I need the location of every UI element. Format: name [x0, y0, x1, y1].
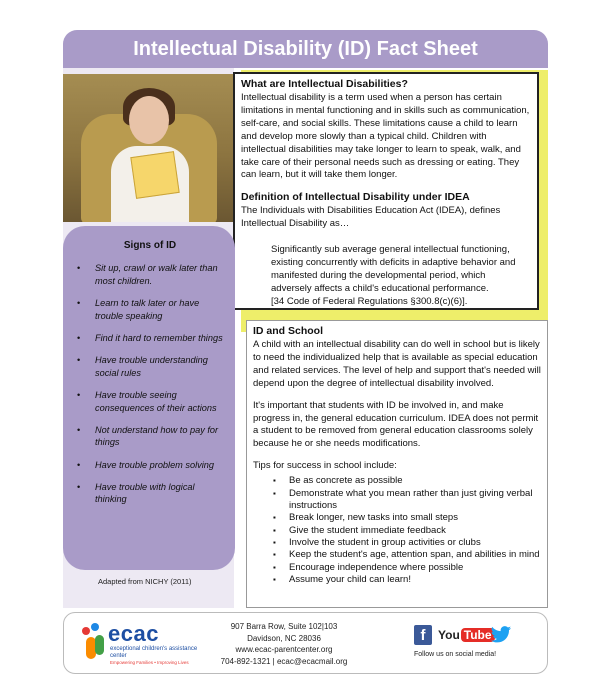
definition-heading: Definition of Intellectual Disability under IDEA	[241, 191, 470, 204]
definition-body: The Individuals with Disabilities Education Act (IDEA), defines Intellectual Disability as…	[241, 205, 501, 230]
logo-tagline: Empowering Families • Improving Lives	[110, 660, 189, 665]
list-item: ▪ Break longer, new tasks into small steps	[271, 512, 541, 524]
logo-figure-red	[82, 627, 90, 635]
footer	[63, 612, 548, 674]
list-item: ▪ Encourage independence where possible	[271, 562, 541, 574]
page-title: Intellectual Disability (ID) Fact Sheet	[133, 38, 478, 60]
youtube-icon[interactable]	[438, 626, 495, 644]
list-item: • Have trouble problem solving	[75, 459, 225, 472]
list-item: • Sit up, crawl or walk later than most children.	[75, 262, 225, 287]
what-body: Intellectual disability is a term used when a person has certain limitations in mental functioning and in skills such as communication, self-care, and social skills. These limitations cause a child to learn and develop more slowly than a typical child. Children with intellectual disabilities may take longer to learn to speak, walk, and take care of their personal needs such as dressing or eating. They can learn, but it will take them longer.	[241, 92, 530, 181]
logo-figure-green	[95, 635, 104, 655]
social-links	[404, 623, 514, 663]
list-item: • Not understand how to pay for things	[75, 424, 225, 449]
list-item: ▪ Be as concrete as possible	[271, 475, 541, 487]
title-banner	[63, 30, 548, 68]
quote-text: Significantly sub average general intellectual functioning, existing concurrently with deficits in adaptive behavior and manifested during the developmental period, which adversely affects a child's educational performance.	[271, 244, 516, 294]
tips-intro: Tips for success in school include:	[253, 460, 397, 472]
youtube-you: You	[438, 628, 460, 642]
list-item: ▪ Involve the student in group activities or clubs	[271, 537, 541, 549]
what-are-id-box	[233, 72, 539, 310]
facebook-icon[interactable]: f	[414, 625, 432, 645]
photo-face	[129, 96, 169, 144]
quote-citation: [34 Code of Federal Regulations §300.8(c)(6)].	[271, 295, 468, 307]
signs-of-id-panel	[63, 226, 235, 570]
list-item: ▪ Give the student immediate feedback	[271, 525, 541, 537]
logo-figure-blue	[91, 623, 99, 631]
phone-email[interactable]: 704-892-1321 | ecac@ecacmail.org	[220, 656, 348, 666]
list-item: ▪ Demonstrate what you mean rather than just giving verbal instructions	[271, 488, 541, 513]
follow-text: Follow us on social media!	[414, 651, 497, 658]
idea-quote	[271, 244, 527, 309]
logo-name: ecac	[108, 621, 159, 646]
list-item: • Have trouble with logical thinking	[75, 481, 225, 506]
signs-heading: Signs of ID	[123, 240, 177, 251]
list-item: • Find it hard to remember things	[75, 332, 225, 345]
what-heading: What are Intellectual Disabilities?	[241, 78, 408, 90]
youtube-tube: Tube	[461, 628, 495, 642]
source-note: Adapted from NICHY (2011)	[98, 577, 192, 586]
school-para-1: A child with an intellectual disability can do well in school but is likely to need the individualized help that is available as special education and related services. The level of help and support that's needed will depend upon the degree of intellectual disability involved.	[253, 339, 541, 389]
girl-reading-photo	[63, 74, 233, 222]
twitter-icon[interactable]	[490, 625, 512, 645]
address-line-1: 907 Barra Row, Suite 102|103	[230, 622, 338, 631]
photo-book	[130, 151, 179, 199]
address-line-2: Davidson, NC 28036	[247, 633, 321, 643]
contact-block	[214, 621, 354, 667]
ecac-logo[interactable]	[82, 621, 207, 667]
list-item: ▪ Assume your child can learn!	[271, 574, 541, 586]
school-heading: ID and School	[253, 325, 324, 337]
list-item: ▪ Keep the student's age, attention span, and abilities in mind	[271, 549, 541, 561]
list-item: • Have trouble seeing consequences of their actions	[75, 389, 225, 414]
signs-list	[75, 262, 225, 506]
id-and-school-box	[246, 320, 548, 608]
logo-subtitle: exceptional children's assistance center	[110, 646, 198, 660]
list-item: • Learn to talk later or have trouble speaking	[75, 297, 225, 322]
website-link[interactable]: www.ecac-parentcenter.org	[235, 645, 333, 655]
school-para-2: It's important that students with ID be involved in, and make progress in, the general education curriculum. IDEA does not permit a student to be removed from general education classrooms solely because he or she needs modifications.	[253, 399, 539, 450]
tips-list	[271, 475, 541, 586]
list-item: • Have trouble understanding social rules	[75, 354, 225, 379]
